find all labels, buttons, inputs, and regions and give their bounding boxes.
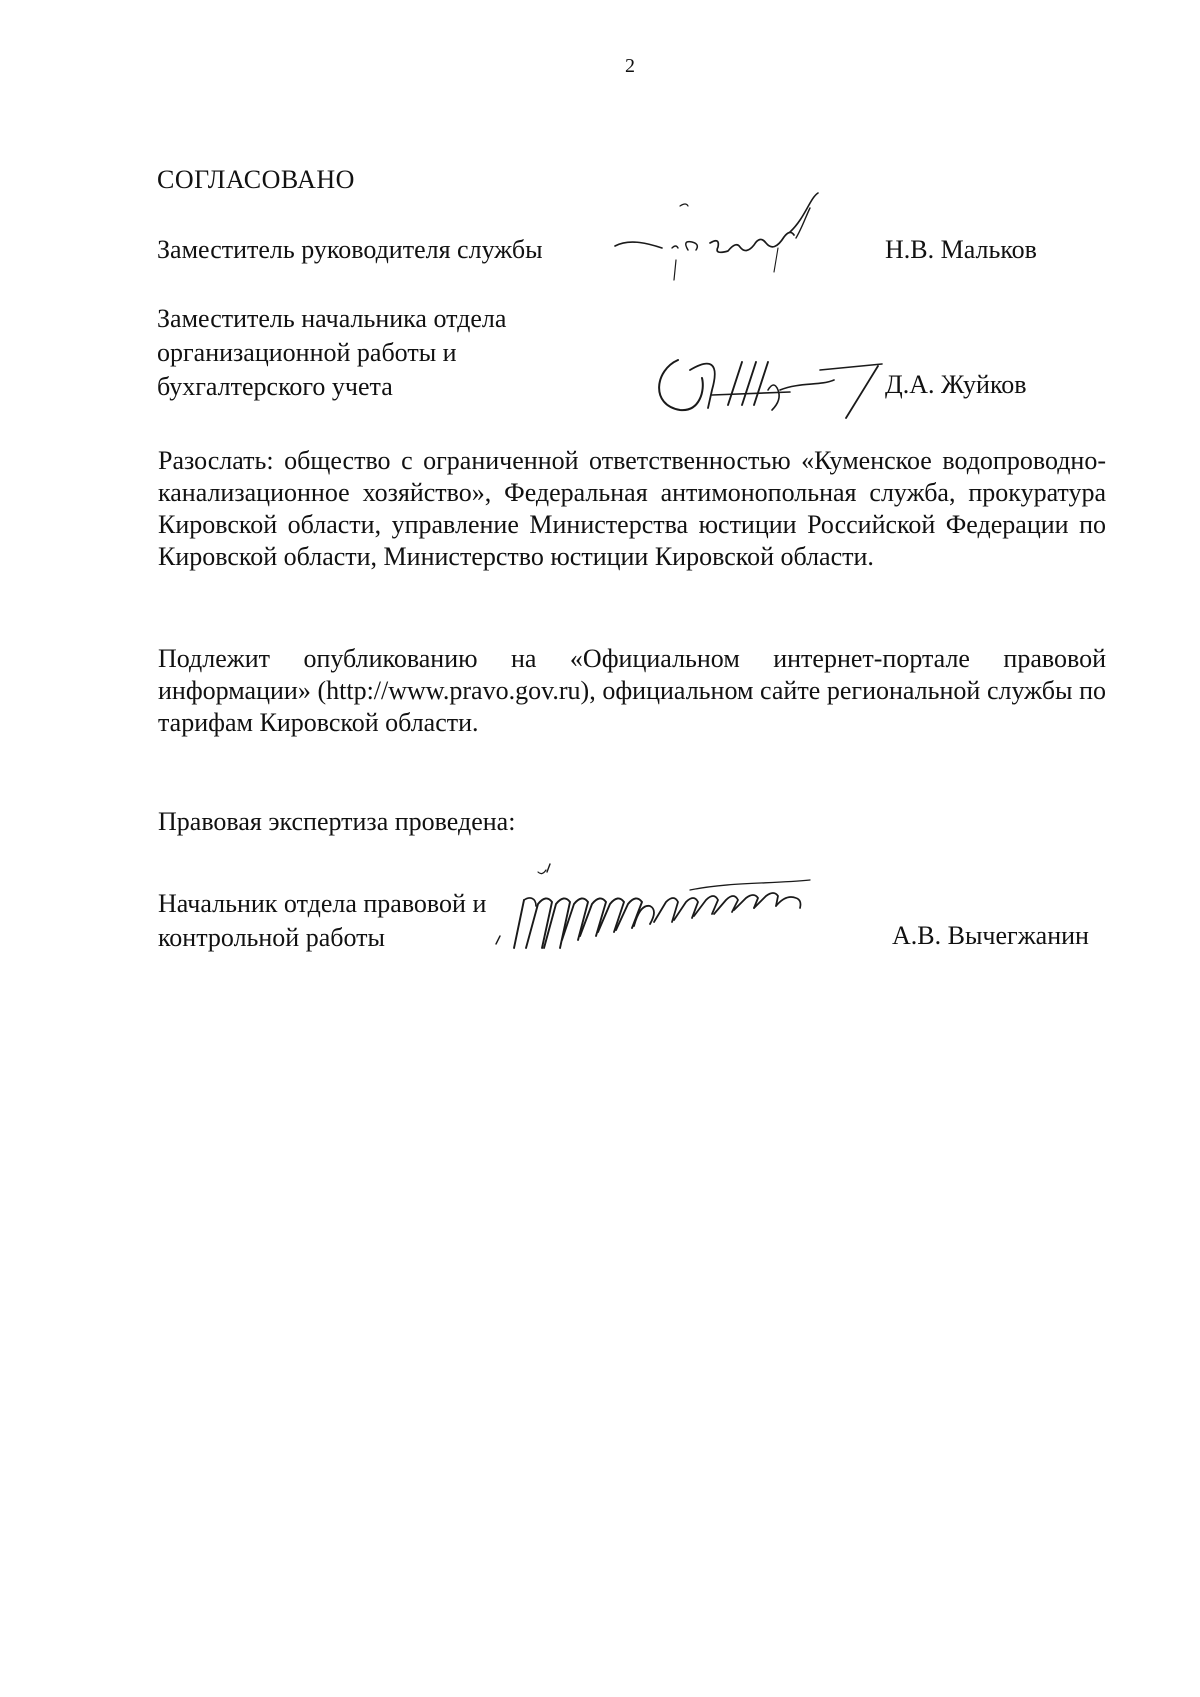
legal-review-name: А.В. Вычегжанин (892, 921, 1089, 950)
signature-2-image (650, 350, 890, 420)
legal-review-position: Начальник отдела правовой и контрольной работы (158, 889, 487, 952)
signature-1-image (610, 188, 890, 298)
distribution-list: Разослать: общество с ограниченной ответственностью «Куменское водопроводно-канализационное хозяйство», Федеральная антимонопольная служба, прокуратура Кировской области, управление Министерства юстиции Российской Федерации по Кировской области, Министерство юстиции Кировской области. (158, 446, 1106, 571)
publication-notice: Подлежит опубликованию на «Официальном интернет-портале правовой информации» (http://www.pravo.gov.ru), официальном сайте региональной службы по тарифам Кировской области. (158, 644, 1106, 737)
signatory-1-name: Н.В. Мальков (885, 235, 1037, 264)
signatory-2-name: Д.А. Жуйков (885, 370, 1027, 399)
page-number: 2 (625, 55, 635, 77)
signature-3-image (490, 860, 850, 960)
signatory-2-position: Заместитель начальника отдела организационной работы и бухгалтерского учета (157, 304, 507, 401)
approval-heading: СОГЛАСОВАНО (157, 165, 355, 194)
legal-review-heading: Правовая экспертиза проведена: (158, 807, 516, 836)
signatory-1-position: Заместитель руководителя службы (157, 235, 543, 264)
